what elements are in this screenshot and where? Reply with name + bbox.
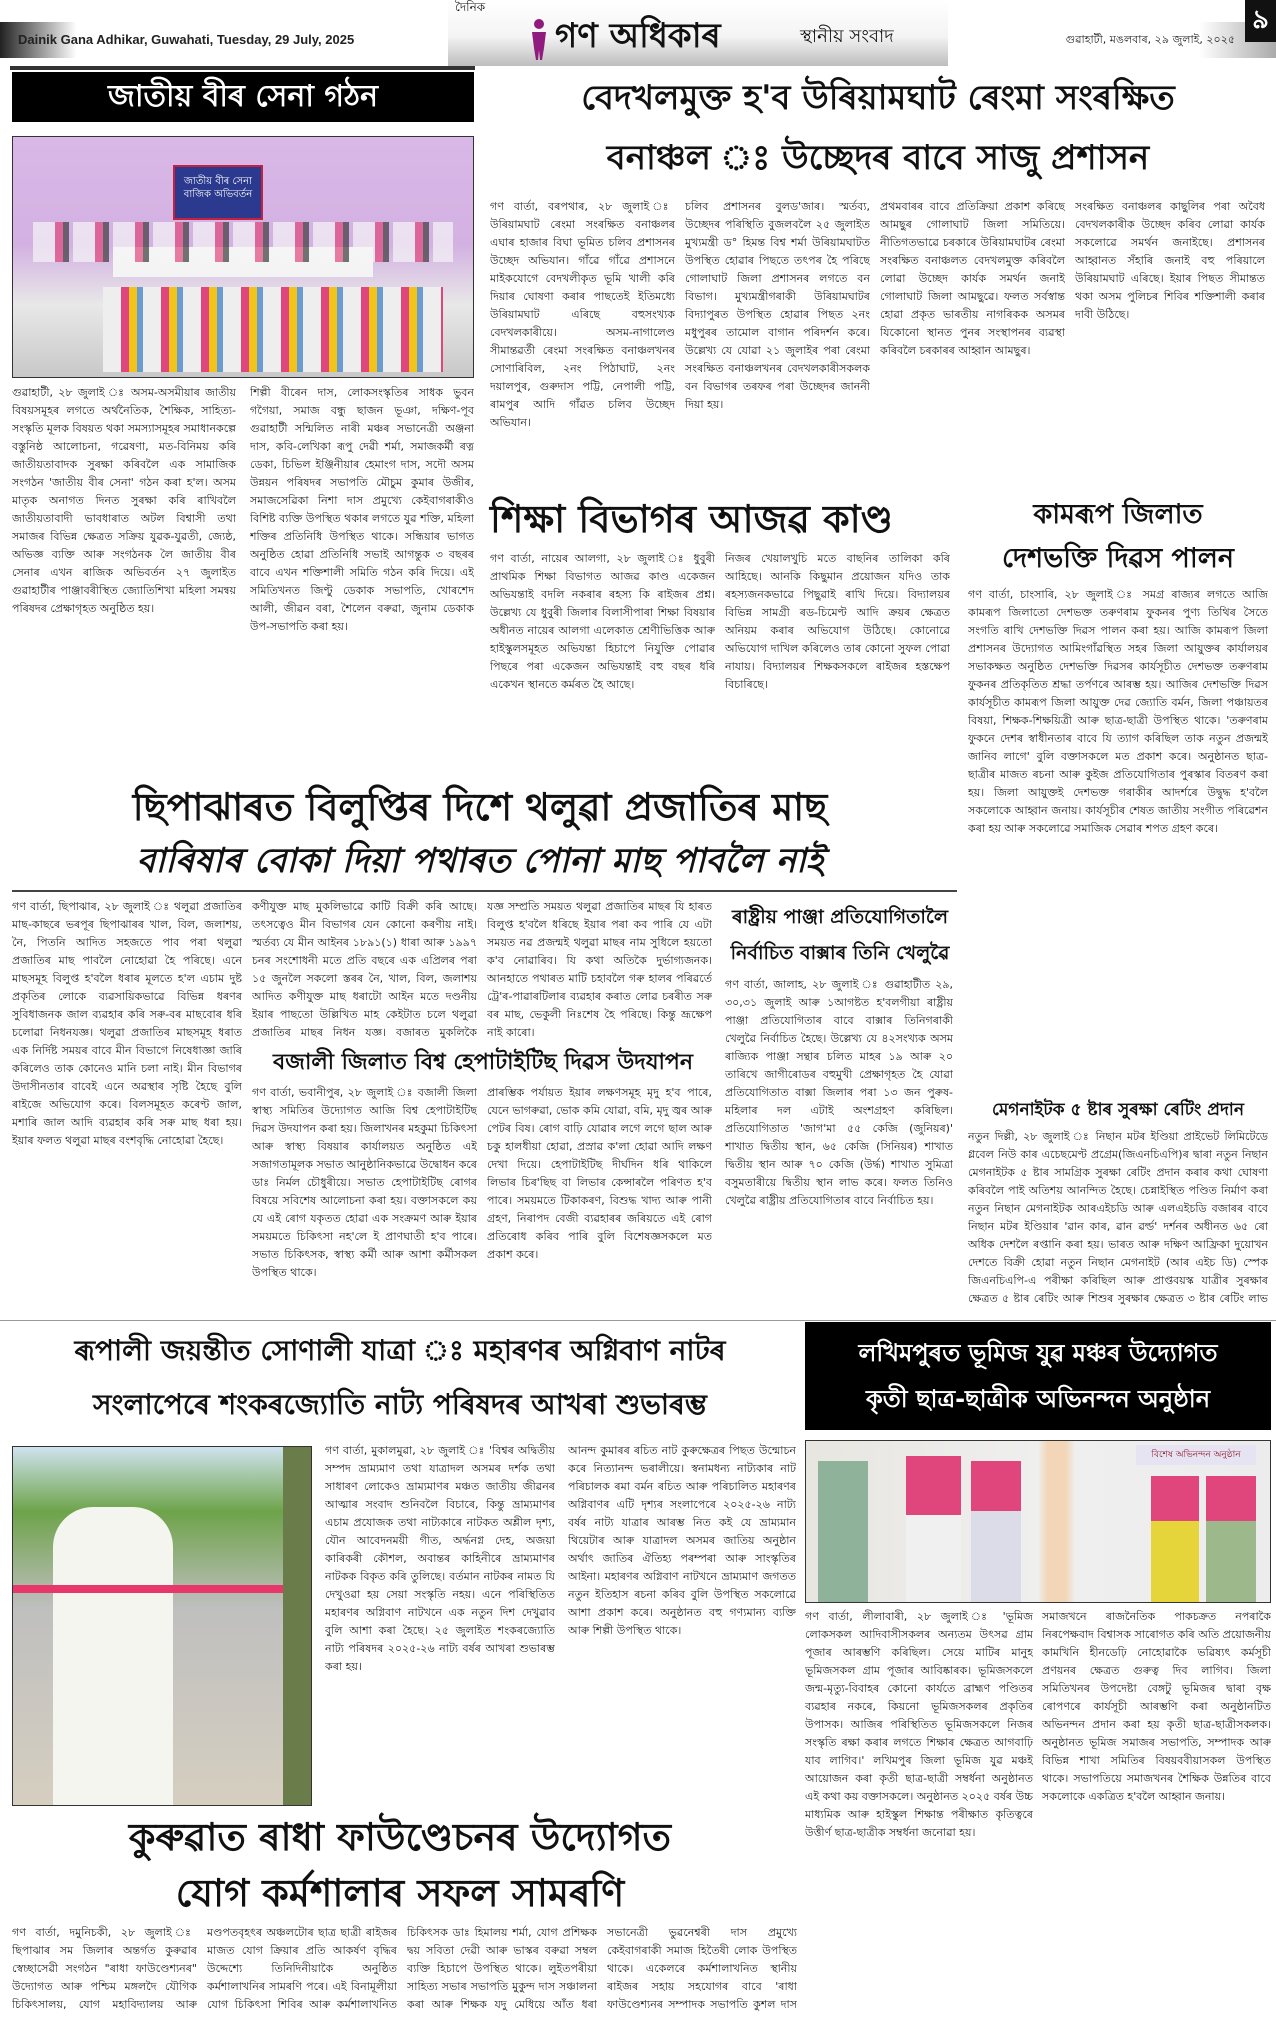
subheadline-underline — [12, 890, 957, 892]
article-headline-bajali[interactable]: বজালী জিলাত বিশ্ব হেপাটাইটিছ দিৱস উদযাপন — [273, 1050, 693, 1075]
top-rule — [10, 66, 475, 70]
article-body-chhipajhar-col3: যজ্ঞ সম্প্ৰতি সময়ত থলুৱা প্ৰজাতিৰ মাছৰ যি হাৰত বিলুপ্ত হ'বলৈ ধৰিছে ইয়াৰ পৰা কব পাৰি যে এটা সময়ত নৱ প্ৰজন্মই থলুৱা মাছৰ নাম সুধিলে হয়তো ক'ব নোৱাৰিব। যি কথা অতিকৈ দুৰ্ভাগ্যজনক। আনহাতে পথাৰত মাটি চহাবলৈ গৰু হালৰ পৰিৱৰ্তে ট্ৰে'ৰ-পাৱাৰটিলাৰ ব্যৱহাৰ কৰাত লোৱ চৰৰীত সৰু বৰ মাছ, ভেকুলী নিঃশেষ হৈ পৰিছে। কিন্তু ভ্ৰূক্ষেপ নাই কাৰো। — [487, 900, 712, 1039]
article-body-yoga-col2: মণ্ডপতবৃহৎৰ অঞ্চলটোৰ ছাত্ৰ ছাত্ৰী ৰাইজৰ মাজত যোগ ক্ৰিয়াৰ প্ৰতি আকৰ্ষণ বৃদ্ধিৰ উদ্দেশ্যে তিনিদিনীয়াকৈ অনুষ্ঠিত কৰ্মশালাখনিৰ সামৰণি পৰে। এই বিনামূলীয়া যোগ চিকিৎসা শিবিৰ আৰু কৰ্মশালাখনিত — [207, 1926, 397, 2011]
article-body-bajali-col2: প্ৰাৰম্ভিক পৰ্যায়ত ইয়াৰ লক্ষণসমূহ মৃদু হ'ব পাৰে, যেনে ভাগৰুৱা, ভোক কমি যোৱা, বমি, মৃদু জ্বৰ আৰু পেটৰ বিষ। ৰোগ বাঢ়ি যোৱাৰ লগে লগে ছাল আৰু চকু হালধীয়া হোৱা, প্ৰস্ৰাৱ ক'লা হোৱা আদি লক্ষণ দেখা দিয়ে। হেপাটাইটিছ দীৰ্ঘদিন ধৰি থাকিলে লিভাৰ চিৰ'ছিছ বা লিভাৰ কেন্সাৰলৈ পৰিণত হ'ব পাৰে। সময়মতে টিকাকৰণ, বিশুদ্ধ খাদ্য আৰু পানী গ্ৰহণ, নিৰাপদ বেজী ব্যৱহাৰৰ জৰিয়তে এই ৰোগ প্ৰতিৰোধ কৰিব পাৰি বুলি বিশেষজ্ঞসকলে মত প্ৰকাশ কৰে। — [487, 1086, 712, 1261]
article-headline-kamrup-line2[interactable]: দেশভক্তি দিৱস পালন — [1002, 543, 1234, 574]
event-banner: জাতীয় বীৰ সেনা বাজিক অভিবৰ্তন — [173, 165, 263, 220]
article-body-yoga-col4: সভানেত্ৰী ভুৱনেশ্বৰী দাস প্ৰমুখ্যে কেইবাগৰাকী সমাজ হিতৈষী লোক উপস্থিত থাকে। একেলৰে কৰ্মশালাখনিত স্থানীয় ৰাইজৰ সহায় সহযোগৰ বাবে 'ৰাধা ফাউণ্ডেশ্যনৰ সম্পাদক সভাপতি কুশল দাস — [607, 1926, 797, 2011]
article-body-agnibaan-col1: গণ বাৰ্তা, মুকালমুৱা, ২৮ জুলাই ঃ 'বিশ্বৰ অদ্বিতীয় সম্পদ ভ্ৰাম্যমাণ তথা যাত্ৰাদল অসমৰ দৰ্শক তথা সাধাৰণ লোকেও ভ্ৰাম্যমাণৰ মঞ্চত জাতীয় জীৱনৰ আত্মাৰ সংবাদ শুনিবলৈ বিচাৰে, কিন্তু ভ্ৰাম্যমাণৰ এচাম প্ৰযোজক তথা নাট্যকাৰে নাটকত অশ্লীল দৃশ্য, যৌন আবেদনময়ী গীত, অৰ্দ্ধনগ্ন দেহ, অজয়া কাৰিকৰী কৌশল, অবান্তৰ কাহিনীৰে ভ্ৰাম্যমাণৰ নাটকক বিকৃত কৰি তুলিছে। বৰ্তমান নাটকৰ নামত যি দেখুওৱা হয় সেয়া সংস্কৃতি নহয়। এনে পৰিস্থিতিত মহাৰণৰ অগ্নিবাণ নাটখনে এক নতুন দিশ দেখুৱাব বুলি আশা কৰা হৈছে। ২৫ জুলাইত শংকৰজ্যোতি নাট্য পৰিষদৰ ২০২৫-২৬ নাট্য বৰ্ষৰ আখৰা শুভাৰম্ভ কৰা হয়। — [325, 1444, 555, 1673]
article-body-yoga-col1: গণ বাৰ্তা, দমুনিচকী, ২৮ জুলাই ঃ ছিপাঝাৰ সম জিলাৰ অন্তৰ্গত কুৰুৱাৰ স্বেচ্ছাসেৱী সংগঠন "ৰাধা ফাউণ্ডেশ্যনৰ" উদ্যোগত আৰু পশ্চিম মঙ্গলদৈ যৌগিক চিকিৎসালয়, যোগ মহাবিদ্যালয় আৰু — [12, 1926, 197, 2011]
photo-felicitation — [805, 1440, 1271, 1603]
english-dateline: Dainik Gana Adhikar, Guwahati, Tuesday, 29 July, 2025 — [18, 32, 355, 47]
logo-prefix: দৈনিক — [455, 0, 486, 14]
logo-title: গণ অধিকাৰ — [555, 16, 721, 56]
article-body-jatiya-col1: গুৱাহাটী, ২৮ জুলাই ঃ অসম-অসমীয়াৰ জাতীয় বিষয়সমূহৰ লগতে অৰ্থনৈতিক, শৈক্ষিক, সাহিত্য-সংস্কৃতি মূলক বিষয়ত থকা সমস্যাসমূহৰ সমাধানকল্পে বস্তুনিষ্ঠ আলোচনা, গৱেষণা, মত-বিনিময় কৰি জাতীয়তাবাদক সুৰক্ষা কৰিবলৈ এক সামাজিক সংগঠন 'জাতীয় বীৰ সেনা' গঠন কৰা হ'ল। অসম মাতৃক অনাগত দিনত সুৰক্ষা কৰি ৰাখিবলৈ জাতীয়তাবাদী ভাবধাৰাত অটল বিশ্বাসী তথা সমাজৰ বিভিন্ন ক্ষেত্ৰত সক্ৰিয় যুৱক-যুৱতী, জ্যেষ্ঠ, অভিজ্ঞ ব্যক্তি আৰু সংগঠনক লৈ জাতীয় বীৰ সেনাৰ এখন ৰাজিক অভিবৰ্তন ২৭ জুলাইত গুৱাহাটীৰ পাঞ্জাবৰীস্থিত জ্যোতিশিখা মহিলা সমন্বয় পৰিষদৰ প্ৰেক্ষাগৃহত অনুষ্ঠিত হয়। — [12, 386, 236, 615]
article-headline-bhumij-line1[interactable]: লখিমপুৰত ভূমিজ যুৱ মঞ্চৰ উদ্যোগত — [858, 1339, 1218, 1367]
banana-leaf — [283, 1447, 312, 1806]
article-body-bajali-col1: গণ বাৰ্তা, ভবানীপুৰ, ২৮ জুলাই ঃ বজালী জিলা স্বাস্থ্য সমিতিৰ উদ্যোগত আজি বিশ্ব হেপাটাইটিছ দিৱস উদযাপন কৰা হয়। জিলাখনৰ মহকুমা চিকিৎসা আৰু স্বাস্থ্য বিষয়াৰ কাৰ্যালয়ত অনুষ্ঠিত এই সজাগতামূলক সভাত আনুষ্ঠানিকভাৱে উদ্বোধন কৰে ডাঃ নিৰ্মল চৌধুৰীয়ে। সভাত হেপাটাইটিছ ৰোগৰ বিষয়ে সবিশেষ আলোচনা কৰা হয়। বক্তাসকলে কয় যে এই ৰোগ যকৃতত হোৱা এক সংক্ৰমণ আৰু ইয়াৰ সময়মতে চিকিৎসা নহ'লে ই প্ৰাণঘাতী হ'ব পাৰে। সভাত চিকিৎসক, স্বাস্থ্য কৰ্মী আৰু আশা কৰ্মীসকল উপস্থিত থাকে। — [252, 1086, 477, 1279]
front-row-people — [103, 287, 443, 372]
person-green-shirt — [818, 1461, 868, 1603]
photo-jatiya-bir-sena — [12, 136, 474, 378]
article-body-agnibaan-col2: আনন্দ কুমাৰৰ ৰচিত নাট কুৰুক্ষেত্ৰৰ পিছত উন্মোচন কৰে নিত্যানন্দ ভৰালীয়ে। স্বনামধন্য নাট্যকাৰ নাট পৰিচালক ৰমা বৰ্মন ৰচিত আৰু পৰিচালিত মহাৰণৰ অগ্নিবাণৰ এটি দৃশ্যৰ সংলাপেৰে ২০২৫-২৬ নাট্য বৰ্ষৰ নাট্য যাত্ৰাৰ আৰম্ভ নিত কই যে ভ্ৰাম্যমান থিয়েটাৰ আৰু যাত্ৰাদল অসমৰ জাতিয় অনুষ্ঠান অৰ্থাৎ জাতিৰ ঐতিহ্য পৰম্পৰা আৰু সাংস্কৃতিৰ আইনা। মহাৰণৰ অগ্নিবাণ নাটখনে ভ্ৰাম্যমাণ জগতত নতুন ইতিহাস ৰচনা কৰিব বুলি উপস্থিত সকলোৱে আশা প্ৰকাশ কৰে। অনুষ্ঠানত বহু গণ্যমান্য ব্যক্তি আৰু শিল্পী উপস্থিত থাকে। — [568, 1444, 796, 1637]
article-subheadline-chhipajhar[interactable]: বাৰিষাৰ বোকা দিয়া পথাৰত পোনা মাছ পাবলৈ নাই — [136, 841, 824, 881]
article-body-jatiya-col2: শিল্পী বীৰেন দাস, লোকসংস্কৃতিৰ সাধক ভুবন গগৈয়া, সমাজ বন্ধু ছাজন ভূঞা, দক্ষিণ-পূব গুৱাহাটী সন্মিলিত নাৰী মঞ্চৰ সভানেত্ৰী অঞ্জনা দাস, কবি-লেখিকা ৰূপু দেৱী শৰ্মা, সমাজকৰ্মী ৰত্ন ডেকা, চিভিল ইঞ্জিনীয়াৰ হেমাংগ দাস, সদৌ অসম উন্নয়ন পৰিষদৰ সভাপতি মৌচুম কুমাৰ উজীৰ, সমাজসেৱিকা নিশা দাস প্ৰমুখ্যে কেইবাগৰাকীও বিশিষ্ট ব্যক্তি উপস্থিত থকাৰ লগতে যুৱ শক্তি, মহিলা শক্তিৰ প্ৰতিনিধি উপস্থিত থাকে। সন্ধিয়াৰ ভাগত অনুষ্ঠিত হোৱা প্ৰতিনিধি সভাই আগন্তুক ৩ বছৰৰ বাবে এখন শক্তিশালী সমিতি গঠন কৰি দিয়ে। এই সমিতিখনত জিণ্টু ডেকাক সভাপতি, খোৰশেদ আলী, জীৱন বৰা, শৈলেন বৰুৱা, জুনাম ডেকাক উপ-সভাপতি কৰা হয়। — [250, 386, 474, 633]
photo-ribbon-cutting — [12, 1446, 312, 1806]
article-headline-uriamghat-line1[interactable]: বেদখলমুক্ত হ'ব উৰিয়ামঘাট ৰেংমা সংৰক্ষিত — [581, 78, 1175, 118]
article-body-uriamghat-col3: প্ৰথমবাৰৰ বাবে প্ৰতিক্ৰিয়া প্ৰকাশ কৰিছে আমছুৰ গোলাঘাট জিলা সমিতিয়ে। নীতিগতভাৱে চৰকাৰে উৰিয়ামঘাটৰ ৰেংমা সংৰক্ষিত বনাঞ্চলত বেদখলমুক্ত কৰিবলৈ লোৱা উচ্ছেদ কাৰ্যক সমৰ্থন জনাই গোলাঘাট জিলা আমছুৱে। ফলত সৰ্বস্বান্ত হোৱা প্ৰকৃত ভাৰতীয় নাগৰিকক অসমৰ যিকোনো স্থানত পুনৰ সংস্থাপনৰ ব্যৱস্থা কৰিবলৈ চৰকাৰৰ আহ্বান আমছুৰ। — [880, 200, 1065, 357]
felicitation-banner: বিশেষ অভিনন্দন অনুষ্ঠান — [1136, 1445, 1256, 1465]
article-headline-panja-line1[interactable]: ৰাষ্ট্ৰীয় পাঞ্জা প্ৰতিযোগিতালৈ — [731, 906, 949, 928]
article-body-chhipajhar-col1: গণ বাৰ্তা, ছিপাঝাৰ, ২৮ জুলাই ঃ থলুৱা প্ৰজাতিৰ মাছ-কাছৰে ভৰপূৰ ছিপাঝাৰৰ খাল, বিল, জলাশয়, নৈ, পিতনি আদিত সহজতে পাব পৰা থলুৱা প্ৰজাতিৰ মাছ পাবলৈ নোহোৱা হৈ পৰিছে। এনে মাছসমূহ বিলুপ্ত হ'বলৈ ধৰাৰ মূলতে হ'ল এচাম দুষ্ট প্ৰকৃতিৰ লোকে ব্যৱসায়িকভাৱে বিভিন্ন ধৰণৰ সুবিধাজনক জাল ব্যৱহাৰ কৰি সৰু-বৰ মাছবোৰ ধৰি চলোৱা নিধনযজ্ঞ। থলুৱা প্ৰজাতিৰ মাছসমূহ ধৰাত এক নিৰ্দিষ্ট সময়ৰ বাবে মীন বিভাগে নিষেধাজ্ঞা জাৰি কৰিলেও তাক কোনেও মানি চলা নাই। মীন বিভাগৰ উদাসীনতাৰ বাবেই এনে অৱস্থাৰ সৃষ্টি হৈছে বুলি ৰাইজে অভিযোগ কৰে। বিলসমূহত কৰেণ্ট জাল, মশাৰি জাল আদি ব্যৱহাৰ কৰি সৰু মাছ ধৰা হয়। ইয়াৰ ফলত থলুৱা মাছৰ বংশবৃদ্ধি নোহোৱা হৈছে। — [12, 900, 242, 1147]
article-headline-agnibaan-line1[interactable]: ৰূপালী জয়ন্তীত সোণালী যাত্ৰা ঃ মহাৰণৰ অগ্নিবাণ নাটৰ — [74, 1334, 726, 1367]
article-body-uriamghat-col4: সংৰক্ষিত বনাঞ্চলৰ কাছুলিৰ পৰা অবৈধ বেদখলকাৰীক উচ্ছেদ কৰিব লোৱা কাৰ্যক সকলোৱে সমৰ্থন জনাইছে। প্ৰশাসনৰ আহ্বানত সঁহাৰি জনাই বহু পৰিয়ালে উৰিয়ামঘাট এৰিছে। ইয়াৰ পিছত সীমান্তত থকা অসম পুলিচৰ শিবিৰ শক্তিশালী কৰাৰ দাবী উঠিছে। — [1075, 200, 1265, 321]
person-gamosa-2 — [971, 1461, 1021, 1603]
article-headline-chhipajhar[interactable]: ছিপাঝাৰত বিলুপ্তিৰ দিশে থলুৱা প্ৰজাতিৰ মাছ — [132, 785, 828, 829]
person-green-dress — [1206, 1476, 1256, 1603]
person-gamosa-1 — [906, 1456, 961, 1603]
article-headline-magnite[interactable]: মেগনাইটক ৫ ষ্টাৰ সুৰক্ষা ৰেটিং প্ৰদান — [992, 1100, 1244, 1120]
article-headline-uriamghat-line2[interactable]: বনাঞ্চল ঃ উচ্ছেদৰ বাবে সাজু প্ৰশাসন — [606, 138, 1150, 178]
logo-figure-icon — [528, 18, 550, 60]
article-headline-panja-line2[interactable]: নিৰ্বাচিত বাক্সাৰ তিনি খেলুৱৈ — [730, 942, 950, 964]
section-divider — [0, 1320, 1276, 1321]
article-body-yoga-col3: চিকিৎসক ডাঃ হিমালয় শৰ্মা, যোগ প্ৰশিক্ষক দ্বয় সবিতা দেৱী আৰু ভাস্কৰ বৰুৱা সম্বল ব্যক্তি হিচাপে উপস্থিত থাকে। লুইতপৰীয়া সাহিত্য সভাৰ সভাপতি মুকুন্দ দাস সঞ্চালনা কৰা আৰু শিক্ষক যদু মেধিয়ে আঁত ধৰা — [407, 1926, 597, 2011]
article-headline-agnibaan-line2[interactable]: সংলাপেৰে শংকৰজ্যোতি নাট্য পৰিষদৰ আখৰা শুভাৰম্ভ — [93, 1388, 707, 1421]
article-headline-yoga-line1[interactable]: কুৰুৱাত ৰাধা ফাউণ্ডেচনৰ উদ্যোগত — [128, 1815, 672, 1859]
article-body-panja: গণ বাৰ্তা, জালাহ, ২৮ জুলাই ঃ গুৱাহাটীত ২৯, ৩০,৩১ জুলাই আৰু ১আগষ্টত হ'বলগীয়া ৰাষ্ট্ৰীয় পাঞ্জা প্ৰতিযোগিতাৰ বাবে বাক্সাৰ তিনিগৰাকী খেলুৱৈ নিৰ্বাচিত হৈছে। উল্লেখ্য যে ৪২সংখ্যক অসম ৰাজ্যিক পাঞ্জা সন্থাৰ চলিত মাহৰ ১৯ আৰু ২০ তাৰিখে জাগীৰোডৰ বহুমুখী প্ৰেক্ষাগৃহত হৈ যোৱা প্ৰতিযোগিতাত বাক্সা জিলাৰ পৰা ১৩ জন পুৰুষ-মহিলাৰ দল এটাই অংশগ্ৰহণ কৰিছিল। প্ৰতিযোগিতাত 'জাগ'মা ৫৫ কেজি (জুনিয়ৰ)' শাখাত দ্বিতীয় স্থান, ৬৫ কেজি (সিনিয়ৰ) শাখাত দ্বিতীয় স্থান আৰু ৭০ কেজি (উৰ্দ্ধ) শাখাত সুমিত্ৰা বসুমতাৰীয়ে দ্বিতীয় স্থান লাভ কৰে। ফলত তিনিও খেলুৱৈ ৰাষ্ট্ৰীয় প্ৰতিযোগিতাৰ বাবে নিৰ্বাচিত হয়। — [725, 978, 953, 1207]
article-body-bhumij-col2: সমাজখনে ৰাজনৈতিক পাকচক্ৰত নপৰাকৈ নিৰপেক্ষবাদ বিশ্বাসক সাৰোগত কৰি অতি প্ৰয়োজনীয় কামখিনি হীনডেঢ়ি নোহোৱাকৈ ভৱিষ্যৎ কৰ্মসূচী প্ৰণয়নৰ ক্ষেত্ৰত গুৰুত্ব দিব লাগিব। জিলা সমিতিখনৰ উপদেষ্টা বেঙ্গটু ভূমিজৰ দ্বাৰা বৃক্ষ ৰোপণৰে কাৰ্যসূচী আৰম্ভণি কৰা অনুষ্ঠানটিত অভিনন্দন প্ৰদান কৰা হয় কৃতী ছাত্ৰ-ছাত্ৰীসকলক। অনুষ্ঠানত ভূমিজ সমাজৰ সভাপতি, সম্পাদক আৰু বিভিন্ন শাখা সমিতিৰ বিষয়ববীয়াসকল উপস্থিত থাকে। সভাপতিয়ে সমাজখনৰ শৈক্ষিক উন্নতিৰ বাবে সকলোকে একত্ৰিত হ'বলৈ আহ্বান জনায়। — [1042, 1610, 1271, 1803]
article-headline-jatiya-bir-sena[interactable]: জাতীয় বীৰ সেনা গঠন — [12, 72, 474, 122]
article-body-uriamghat-col2: চলিব প্ৰশাসনৰ বুলড'জাৰ। স্মৰ্তব্য, উচ্ছেদৰ পৰিস্থিতি বুজলবলৈ ২৫ জুলাইত মুখ্যমন্ত্ৰী ড° হিমন্ত বিশ্ব শৰ্মা উৰিয়ামঘাটত উপস্থিত হোৱাৰ পিছতে তৎপৰ হৈ পৰিছে গোলাঘাট জিলা প্ৰশাসনৰ লগতে বন বিভাগ। মুখ্যমন্ত্ৰীগৰাকী উৰিয়ামঘাটৰ বিদ্যাপুৰত উপস্থিত হোৱাৰ পিছত ২নং মধুপুৰৰ তামোল বাগান পৰিদৰ্শন কৰে। উল্লেখ্য যে যোৱা ২১ জুলাইৰ পৰা ৰেংমা সংৰক্ষিত বনাঞ্চলখনৰ বেদখলকাৰীসকলক বন বিভাগৰ তৰফৰ পৰা উচ্ছেদৰ জাননী দিয়া হয়। — [685, 200, 870, 411]
seated-row — [33, 222, 453, 262]
article-headline-yoga-line2[interactable]: যোগ কৰ্মশালাৰ সফল সামৰণি — [175, 1871, 625, 1915]
article-headline-box-bhumij — [805, 1322, 1271, 1430]
page-number: ৯ — [1245, 0, 1276, 42]
article-body-uriamghat-col1: গণ বাৰ্তা, বৰপথাৰ, ২৮ জুলাই ঃ উৰিয়ামঘাট ৰেংমা সংৰক্ষিত বনাঞ্চলৰ এঘাৰ হাজাৰ বিঘা ভূমিত চলিব প্ৰশাসনৰ উচ্ছেদ অভিযান। গাঁৱে গাঁৱে প্ৰশাসনে মাইকযোগে বেদখলীকৃত ভূমি খালী কৰি দিয়াৰ ঘোষণা কৰাৰ পাছতেই ইতিমধ্যে উৰিয়ামঘাট এৰিছে বহুসংখ্যক বেদখলকাৰীয়ে। অসম-নাগালেণ্ড সীমান্তৱৰ্তী ৰেংমা সংৰক্ষিত বনাঞ্চলখনৰ সোণাৰিবিল, ২নং পিঠাঘাট, ২নং দয়ালপুৰ, গুৰুদাস পট্টি, নেপালী পট্টি, ৰামপুৰ আদি গাঁৱত চলিব উচ্ছেদ অভিযান। — [490, 200, 675, 429]
ribbon — [13, 1585, 312, 1593]
man-in-white — [53, 1507, 173, 1806]
article-body-magnite: নতুন দিল্লী, ২৮ জুলাই ঃ নিছান মটৰ ইণ্ডিয়া প্ৰাইভেট লিমিটেডে গ্লবেল নিউ কাৰ এচেছমেণ্ট প্ৰগ্ৰেম(জিএনচিএপি)ৰ দ্বাৰা নতুন নিছান মেগনাইটক ৫ ষ্টাৰ সামগ্ৰিক সুৰক্ষা ৰেটিং প্ৰদান কৰাৰ কথা ঘোষণা কৰিবলৈ পাই অতিশয় আনন্দিত হৈছে। চেন্নাইস্থিত পণ্ডিত নিৰ্মাণ কৰা নতুন নিছান মেগনাইটক আৰএইচডি আৰু এলএইচডি বজাৰৰ বাবে নিছান মটৰ ইণ্ডিয়াৰ 'ৱান কাৰ, ৱান ৱৰ্ল্ড' দৰ্শনৰ অধীনত ৬৫ ৰো অধিক দেশলৈ ৰপ্তানি কৰা হয়। ভাৰত আৰু দক্ষিণ আফ্ৰিকা দুয়োখন দেশতে বিক্ৰী হোৱা নতুন নিছান মেগনাইট (আৰ এইচ ডি) স্পেক জিএনচিএপি-এ পৰীক্ষা কৰিছিল আৰু প্ৰাপ্তবয়স্ক যাত্ৰীৰ সুৰক্ষাৰ ক্ষেত্ৰত ৫ ষ্টাৰ ৰেটিং আৰু শিশুৰ সুৰক্ষাৰ ক্ষেত্ৰত ৩ ষ্টাৰ ৰেটিং লাভ — [968, 1130, 1268, 1305]
article-headline-bhumij-line2[interactable]: কৃতী ছাত্ৰ-ছাত্ৰীক অভিনন্দন অনুষ্ঠান — [865, 1385, 1211, 1413]
article-headline-kamrup-line1[interactable]: কামৰূপ জিলাত — [1033, 499, 1203, 530]
article-body-shiksha-col2: নিজৰ খেয়ালখুচি মতে বাছনিৰ তালিকা কৰি আহিছে। আনকি কিছুমান প্ৰয়োজন যদিও তাক ৰহস্যজনকভাৱে পিছুৱাই ৰাখি দিয়ে। বিদ্যালয়ৰ বিভিন্ন সামগ্ৰী ৰড-চিমেণ্ট আদি ক্ৰয়ৰ ক্ষেত্ৰত অনিয়ম কৰাৰ অভিযোগ উঠিছে। কোনোৱে অভিযোগ দাখিল কৰিলেও তাৰ কোনো সুফল পোৱা নাযায়। বিদ্যালয়ৰ শিক্ষকসকলে ৰাইজৰ হস্তক্ষেপ বিচাৰিছে। — [725, 552, 950, 691]
article-body-bhumij-col1: গণ বাৰ্তা, লীলাবাৰী, ২৮ জুলাই ঃ 'ভূমিজ লোকসকল আদিবাসীসকলৰ অন্যতম উৎসৱ গ্ৰাম পূজাৰ আৰম্ভণি কৰিছিল। সেয়ে মাটিৰ মানুহ ভূমিজসকল গ্ৰাম পূজাৰ আবিষ্কাৰক। ভূমিজসকলে জন্ম-মৃত্যু-বিবাহৰ কোনো কাৰ্যতে ব্ৰাহ্মণ পণ্ডিতৰ ব্যৱহাৰ নকৰে, কিয়নো ভূমিজসকলৰ প্ৰকৃতিৰ উপাসক। আজিৰ পৰিস্থিতিত ভূমিজসকলে নিজৰ সংস্কৃতি ৰক্ষা কৰাৰ লগতে শিক্ষাৰ ক্ষেত্ৰত আগবাঢ়ি যাব লাগিব।' লখিমপুৰ জিলা ভূমিজ যুৱ মঞ্চই আয়োজন কৰা কৃতী ছাত্ৰ-ছাত্ৰী সম্বৰ্ধনা অনুষ্ঠানত এই কথা কয় বক্তাসকলে। অনুষ্ঠানত ২০২৫ বৰ্ষৰ উচ্চ মাধ্যমিক আৰু হাইস্কুল শিক্ষান্ত পৰীক্ষাত কৃতিত্বৰে উত্তীৰ্ণ ছাত্ৰ-ছাত্ৰীক সম্বৰ্ধনা জনোৱা হয়। — [805, 1610, 1033, 1839]
article-body-shiksha-col1: গণ বাৰ্তা, নায়েৰ আলগা, ২৮ জুলাই ঃ ধুবুৰী প্ৰাথমিক শিক্ষা বিভাগত আজৱ কাণ্ড একেজন অভিযন্তাই বদলি নকৰাৰ ৰহস্য কি ৰাইজৰ প্ৰশ্ন। উল্লেখ্য যে ধুবুৰী জিলাৰ বিলাসীপাৰা শিক্ষা বিষয়াৰ অধীনত নায়েৰ আলগা এলেকাত শ্ৰেণীভিত্তিক আৰু হাইস্কুলসমূহত অভিযন্তা হিচাপে নিযুক্তি পোৱাৰ পিছৰে পৰা একেজন অভিযন্তাই বহু বছৰ ধৰি একেখন স্থানতে কৰ্মৰত হৈ আছে। — [490, 552, 715, 691]
section-title: স্থানীয় সংবাদ — [800, 26, 894, 47]
assamese-dateline: গুৱাহাটী, মঙলবাৰ, ২৯ জুলাই, ২০২৫ — [1065, 33, 1235, 46]
article-body-kamrup: গণ বাৰ্তা, চাংসাৰি, ২৮ জুলাই ঃ সমগ্ৰ ৰাজ্যৰ লগতে আজি কামৰূপ জিলাতো দেশভক্ত তৰুণৰাম ফুকনৰ পুণ্য তিথিৰ সৈতে সংগতি ৰাখি দেশভক্তি দিৱস পালন কৰা হয়। আজি কামৰূপ জিলা প্ৰশাসনৰ উদ্যোগত আমিংগাঁৱস্থিত সহৰ জিলা আয়ুক্তৰ কাৰ্যালয়ৰ সভাকক্ষত অনুষ্ঠিত দেশভক্তি দিৱসৰ কাৰ্যসূচীত দেশভক্ত তৰুণৰাম ফুকনৰ প্ৰতিকৃতিত শ্ৰদ্ধা তৰ্পণৰে আৰম্ভ হয়। আজিৰ দেশভক্তি দিৱস কাৰ্যসূচীত কামৰূপ জিলা আয়ুক্ত দেৱ জ্যোতি বৰ্মন, জিলা পঞ্চায়তৰ বিষয়া, শিক্ষক-শিক্ষয়িত্ৰী আৰু ছাত্ৰ-ছাত্ৰী উপস্থিত থাকে। 'তৰুণৰাম ফুকনে দেশৰ স্বাধীনতাৰ বাবে যি ত্যাগ কৰিছিল তাক নতুন প্ৰজন্মই জানিব লাগে' বুলি বক্তাসকলে মত প্ৰকাশ কৰে। অনুষ্ঠানত ছাত্ৰ-ছাত্ৰীৰ মাজত ৰচনা আৰু কুইজ প্ৰতিযোগিতাৰ পুৰস্কাৰ বিতৰণ কৰা হয়। জিলা আয়ুক্তই দেশভক্ত গৰাকীৰ আদৰ্শৰে উদ্বুদ্ধ হ'বলৈ সকলোকে আহ্বান জনায়। কাৰ্যসূচীৰ শেষত জাতীয় সংগীত পৰিৱেশন কৰা হয় আৰু সকলোৱে সমাজিক সেৱাৰ শপত গ্ৰহণ কৰে। — [968, 588, 1268, 835]
article-body-chhipajhar-col2: কণীযুক্ত মাছ মুকলিভাৱে কাটি বিক্ৰী কৰি আছে। তৎসত্বেও মীন বিভাগৰ যেন কোনো কৰণীয় নাই। স্মৰ্তব্য যে মীন আইনৰ ১৮৯১(১) ধাৰা আৰু ১৯৯৭ চনৰ সংশোধনী মতে প্ৰতি বছৰে এক এপ্ৰিলৰ পৰা ১৫ জুনলৈ সকলো স্তৰৰ নৈ, খাল, বিল, জলাশয় আদিত কণীযুক্ত মাছ ধৰাটো আইন মতে দণ্ডনীয় ইয়াৰ পাছতো উল্লিখিত মাহ কেইটাত চলে থলুৱা প্ৰজাতিৰ মাছৰ নিধন যজ্ঞ। বজাৰত মুকলিকৈ — [252, 900, 477, 1039]
person-yellow — [1151, 1476, 1199, 1603]
article-headline-shiksha[interactable]: শিক্ষা বিভাগৰ আজৱ কাণ্ড — [490, 497, 893, 541]
